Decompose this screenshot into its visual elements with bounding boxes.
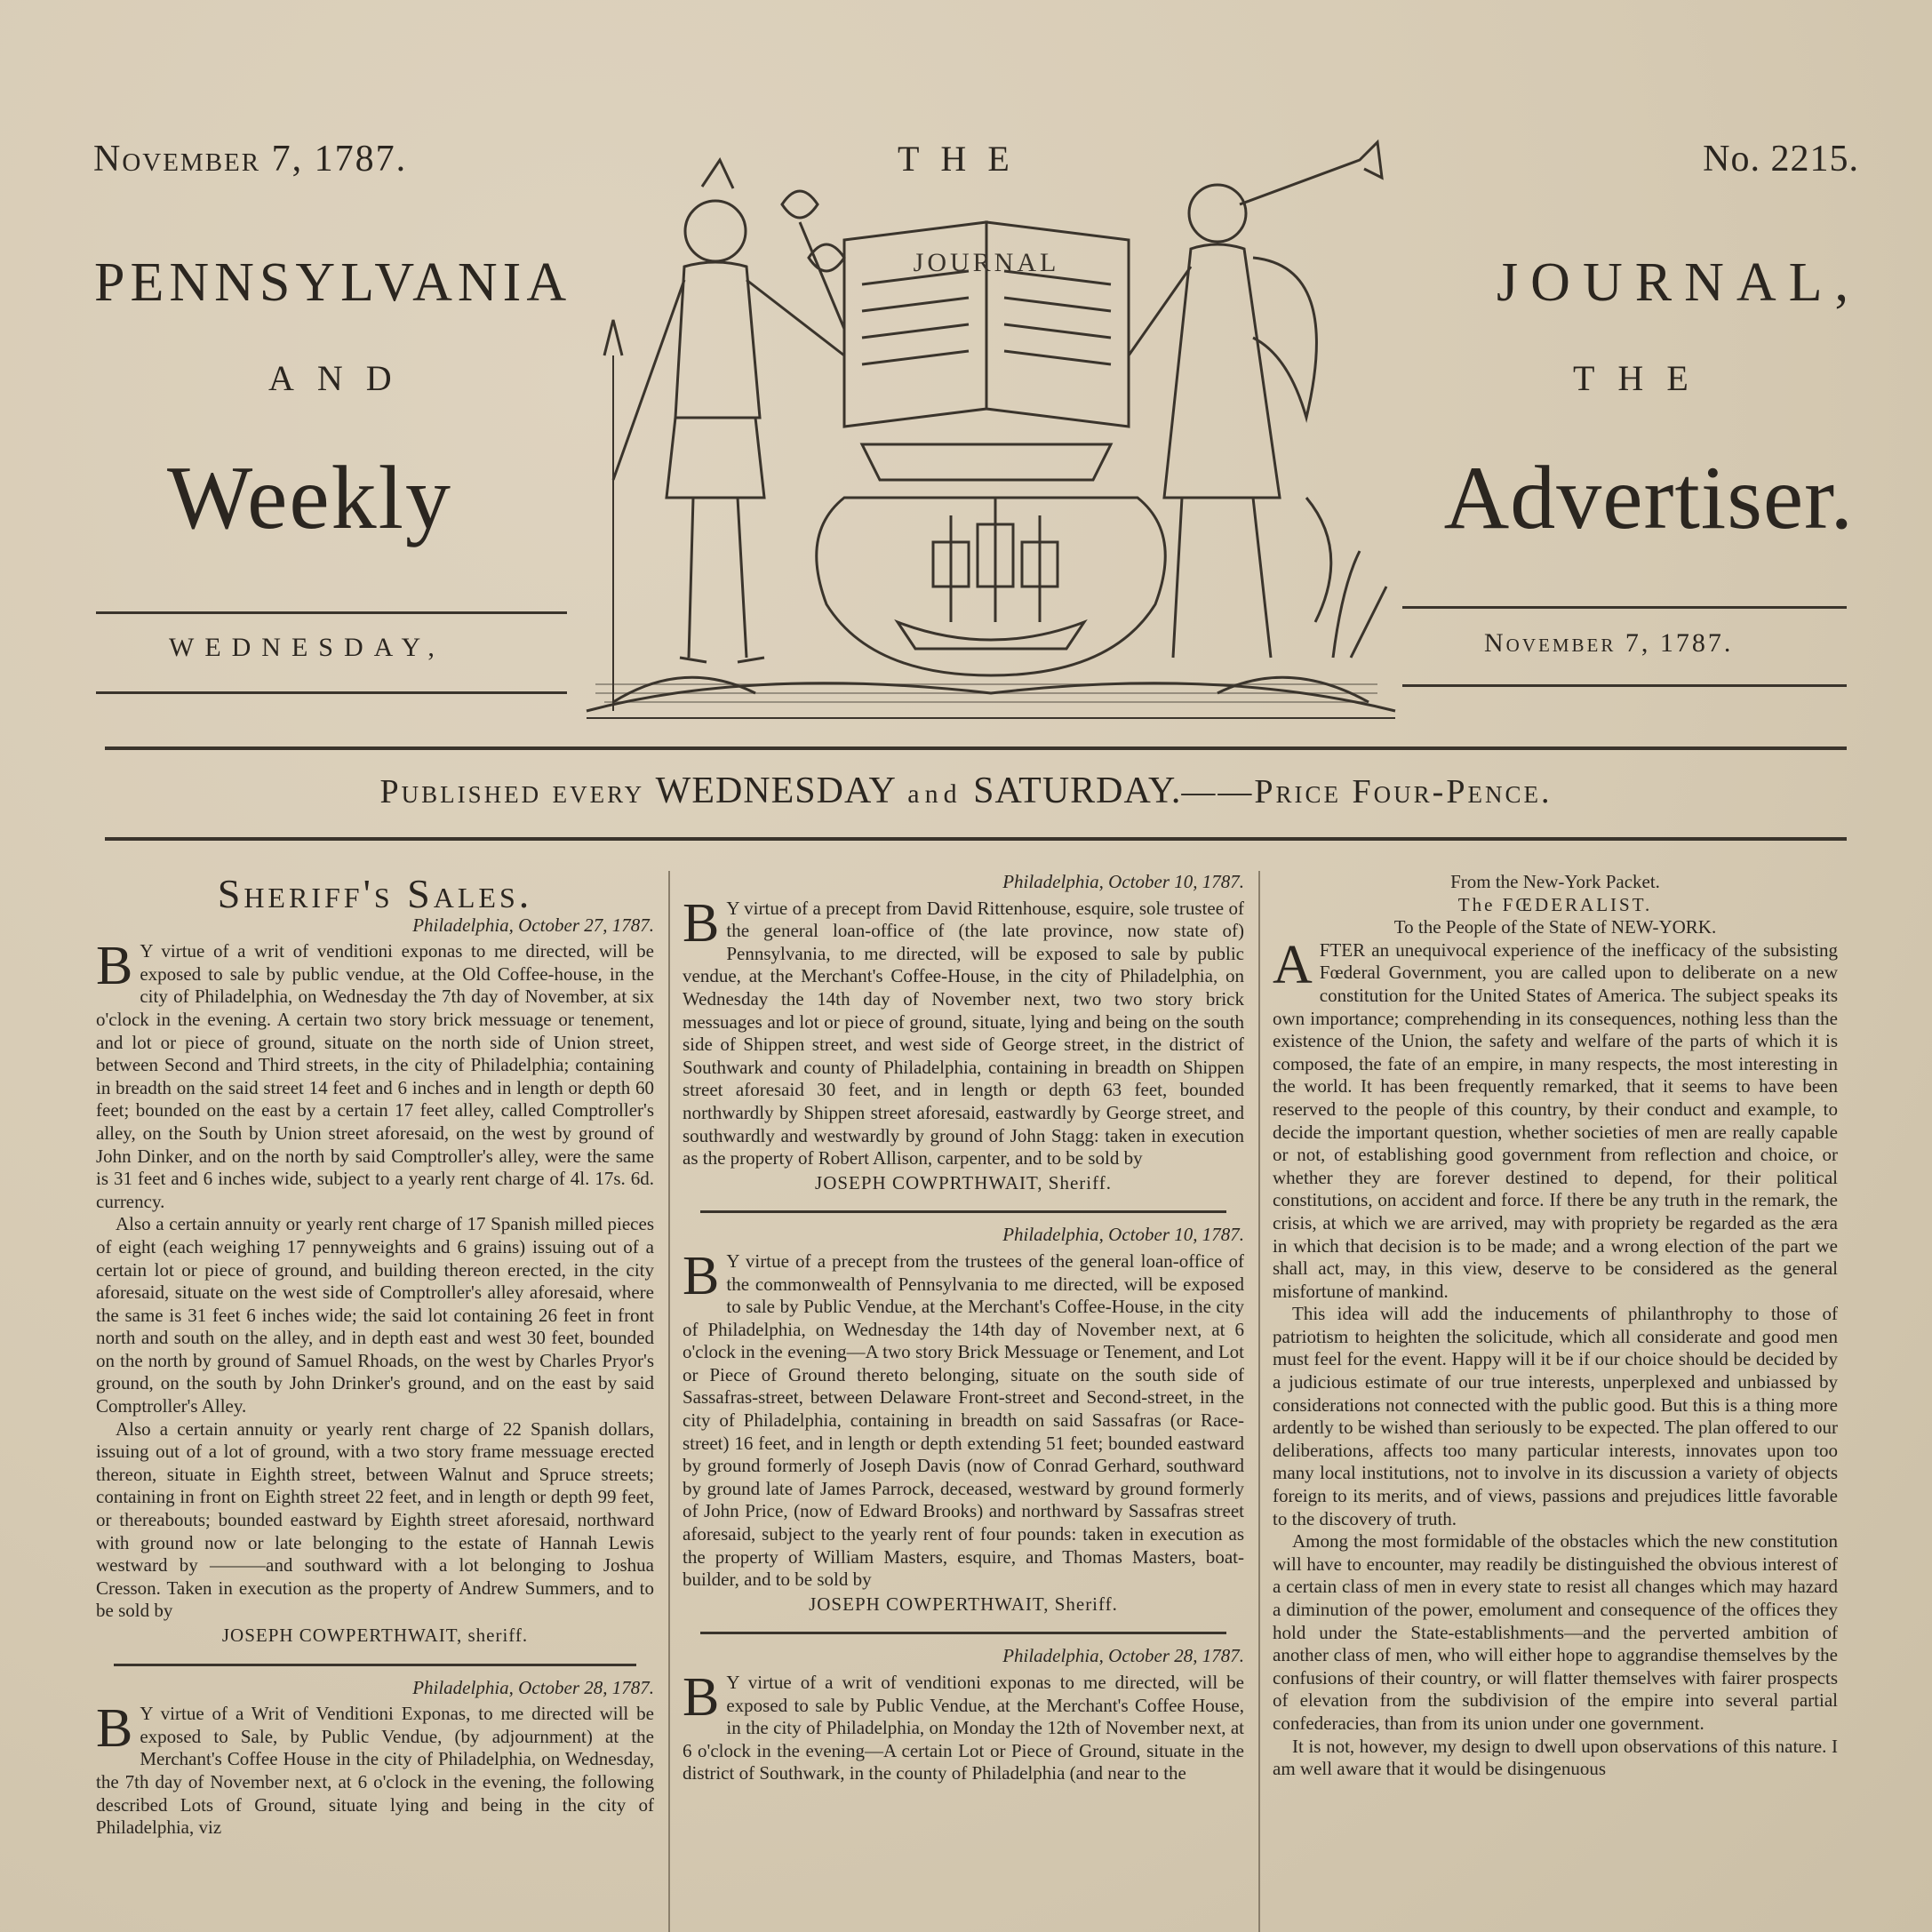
notice-text: Y virtue of a writ of venditioni exponas to me directed, will be exposed to sale by Public Vendue, at the Merchant's Coffee House, in the city of Philadelphia, on Monday the 12th of November next, at 6 o'clock in the evening—A certain Lot or Piece of Ground, situate in the district of Southwark, in the county of Philadelphia (and near to the	[683, 1672, 1244, 1784]
vignette-book-label: JOURNAL	[913, 248, 1060, 277]
masthead-rule-right-top	[1402, 606, 1847, 609]
notice-text: Y virtue of a writ of venditioni exponas to me directed, will be exposed to sale by public vendue, at the Old Coffee-house, in the city of Philadelphia, on Wednesday the 7th day of November, at six o'clock in the evening. A certain two story brick messuage or tenement, and lot or piece of ground, situate on the north side of Union street, between Second and Third streets, in the city of Philadelphia; containing in breadth on the said street 14 feet and 6 inches and in length or depth 60 feet; bounded on the east by a certain 17 feet alley, called Comptroller's alley, on the South by Union street aforesaid, on the west by ground of John Dinker, and on the north by said Comptroller's alley, were the same is 31 feet and 6 inches wide, subject to a yearly rent charge of 4l. 17s. 6d. currency.	[96, 940, 654, 1212]
rule-below-published	[105, 837, 1847, 841]
essay-paragraph	[1273, 934, 1838, 1304]
published-line	[0, 770, 1932, 812]
column-federalist	[1273, 871, 1838, 1781]
published-wednesday: WEDNESDAY	[655, 770, 897, 811]
masthead-the-second: THE	[1573, 358, 1712, 398]
federalist-title: The FŒDERALIST.	[1457, 893, 1653, 915]
notice-paragraph	[96, 936, 654, 1213]
column-divider-2	[1258, 871, 1260, 1932]
dateline: Philadelphia, October 28, 1787.	[412, 1676, 654, 1698]
federalist-source: From the New-York Packet.	[1450, 871, 1660, 892]
federalist-address: To the People of the State of NEW-YORK.	[1393, 916, 1717, 938]
issue-number: No. 2215.	[1703, 139, 1859, 180]
masthead-weekly: Weekly	[167, 448, 452, 548]
published-saturday: SATURDAY.	[973, 770, 1182, 811]
notice-paragraph	[96, 1698, 654, 1840]
masthead-woodcut-illustration	[578, 124, 1404, 729]
published-price: ——Price Four-Pence.	[1181, 773, 1553, 810]
masthead-and: AND	[268, 358, 415, 398]
sheriffs-sales-title: Sheriff's Sales.	[217, 871, 533, 916]
drop-cap: B	[683, 892, 720, 954]
notice-text: Y virtue of a precept from David Rittenhouse, esquire, sole trustee of the general loan-office of (the late province, now state of) Pennsylvania, to me directed, will be exposed to sale by public vendue, at the Merchant's Coffee-House, in the city of Philadelphia, on Wednesday the 14th day of November next, two two story brick messuages and lot or piece of ground, situate, lying and being on the south side of Shippen street, and west side of George street, in the district of Southwark and county of Philadelphia, containing in breadth on Shippen street aforesaid 30 feet, and in length or depth 63 feet, bounded northwardly by Shippen street aforesaid, eastwardly by George street, and southwardly and westwardly by ground of John Stagg: taken in execution as the property of Robert Allison, carpenter, and to be sold by	[683, 897, 1244, 1170]
dateline: Philadelphia, October 10, 1787.	[1002, 871, 1244, 892]
essay-text: FTER an unequivocal experience of the inefficacy of the subsisting Fœderal Government, you are called upon to deliberate on a new constitution for the United States of America. The subject speaks its own importance; comprehending in its consequences, nothing less than the existence of the Union, the safety and welfare of the parts of which it is composed, the fate of an empire, in many respects, the most interesting in the world. It has been frequently remarked, that it seems to have been reserved to the people of this country, by their conduct and example, to decide the important question, whether societies of men are really capable or not, of establishing good government from reflection and choice, or whether they are forever destined to depend, for their political constitutions, on accident and force. If there be any truth in the remark, the crisis, at which we are arrived, may with propriety be regarded as the æra in which that decision is to be made; and a wrong election of the part we shall act, may, in this view, deserve to be considered as the general misfortune of mankind.	[1273, 938, 1838, 1302]
masthead-rule-left-top	[96, 611, 567, 614]
notice-paragraph	[683, 1667, 1244, 1785]
published-and: and	[907, 779, 962, 809]
masthead-rule-left-bottom	[96, 691, 567, 694]
drop-cap: A	[1273, 934, 1313, 995]
dateline: Philadelphia, October 27, 1787.	[412, 914, 654, 936]
notice-paragraph: Also a certain annuity or yearly rent charge of 17 Spanish milled pieces of eight (each weighing 17 pennyweights and 6 grains) issuing out of a certain lot or piece of ground, and building thereon erected, in the city aforesaid, situate on the west side of Comptroller's alley aforesaid, where the same is 31 feet 6 inches wide; the said lot containing 26 feet in front north and south on the alley, and in depth east and west 30 feet, bounded on the north by ground of Samuel Rhoads, on the west by Charles Pryor's ground, on the south by John Drinker's ground, and on the east by said Comptroller's Alley.	[96, 1213, 654, 1417]
published-every: Published every	[379, 773, 645, 810]
masthead-rule-right-bottom	[1402, 684, 1847, 687]
essay-paragraph: It is not, however, my design to dwell upon observations of this nature. I am well aware that it would be disingenuous	[1273, 1735, 1838, 1780]
masthead-date-top: November 7, 1787.	[93, 139, 408, 180]
column-sheriffs-sales	[96, 871, 654, 1840]
notice-text: Y virtue of a precept from the trustees of the general loan-office of the commonwealth of Pennsylvania to me directed, will be exposed to sale by Public Vendue, at the Merchant's Coffee-House, in the city of Philadelphia, on Wednesday the 14th day of November next, at 6 o'clock in the evening—A two story Brick Messuage or Tenement, and Lot or Piece of Ground thereto belonging, situate on the south side of Sassafras-street, between Delaware Front-street and Second-street, in the city of Philadelphia, containing in breadth on said Sassafras (or Race-street) 16 feet, and in length or depth extending 51 feet; bounded eastward by ground formerly of Joseph Davis (now of Conrad Gerhard, southward by ground late of James Parrock, deceased, westward by ground formerly of John Price, (now of Edward Brooks) and northward by Sassafras street aforesaid, subject to the yearly rent of four pounds: taken in execution as the property of William Masters, esquire, and Thomas Masters, boat-builder, and to be sold by	[683, 1249, 1244, 1591]
drop-cap: B	[683, 1245, 720, 1306]
column-divider-1	[668, 871, 670, 1932]
column-sheriff-notices	[683, 871, 1244, 1785]
drop-cap: B	[96, 936, 133, 997]
sheriff-signature: JOSEPH COWPRTHWAIT, Sheriff.	[815, 1171, 1112, 1194]
rule-above-published	[105, 746, 1847, 750]
notice-text: Y virtue of a Writ of Venditioni Exponas, to me directed will be exposed to Sale, by Public Vendue, (by adjournment) at the Merchant's Coffee House in the city of Philadelphia, on Wednesday, the 7th day of November next, at 6 o'clock in the evening, the following described Lots of Ground, situate lying and being in the city of Philadelphia, viz	[96, 1703, 654, 1839]
sheriff-signature: JOSEPH COWPERTHWAIT, Sheriff.	[809, 1593, 1118, 1615]
notice-paragraph	[683, 1245, 1244, 1592]
notice-separator	[700, 1632, 1226, 1634]
dateline: Philadelphia, October 28, 1787.	[1002, 1645, 1244, 1667]
sheriff-signature: JOSEPH COWPERTHWAIT, sheriff.	[221, 1625, 529, 1646]
masthead-the-top: THE	[898, 139, 1031, 179]
notice-paragraph: Also a certain annuity or yearly rent charge of 22 Spanish dollars, issuing out of a lot of ground, with a two story frame messuage erected thereon, situate in Eighth street, between Walnut and Spruce streets; containing in front on Eighth street 22 feet, and in length or depth 99 feet, or thereabouts; bounded eastward by Eighth street aforesaid, northward with ground now or late belonging to the estate of Hannah Lewis westward by ———and southward with a lot belonging to Joshua Cresson. Taken in execution as the property of Andrew Summers, and to be sold by	[96, 1417, 654, 1622]
masthead-advertiser: Advertiser.	[1443, 448, 1854, 548]
notice-separator	[700, 1210, 1226, 1213]
drop-cap: B	[96, 1698, 133, 1760]
notice-paragraph	[683, 892, 1244, 1170]
masthead-journal: JOURNAL,	[1497, 252, 1861, 313]
essay-paragraph: This idea will add the inducements of philanthrophy to those of patriotism to heighten the solicitude, which all considerate and good men must feel for the event. Happy will it be if our choice should be decided by a judicious estimate of our true interests, unperplexed and unbiassed by considerations not connected with the public good. But this is a thing more ardently to be wished than seriously to be expected. The plan offered to our deliberations, affects too many particular interests, innovates upon too many local institutions, not to involve in its discussion a variety of objects foreign to its merits, and of views, passions and prejudices little favorable to the discovery of truth.	[1273, 1303, 1838, 1529]
essay-paragraph: Among the most formidable of the obstacles which the new constitution will have to encounter, may readily be distinguished the obvious interest of a certain class of men in every state to resist all changes which may hazard a diminution of the power, emolument and consequence of the offices they hold under the State-establishments—and the perverted ambition of another class of men, who will either hope to aggrandise themselves by the confusions of their country, or will flatter themselves with fairer prospects of elevation from the subdivision of the empire into several partial confederacies, than from its union under one government.	[1273, 1530, 1838, 1734]
notice-separator	[114, 1664, 636, 1666]
dateline: Philadelphia, October 10, 1787.	[1002, 1224, 1244, 1246]
drop-cap: B	[683, 1667, 720, 1728]
masthead-weekday: WEDNESDAY,	[169, 633, 445, 662]
masthead-pennsylvania: PENNSYLVANIA	[94, 252, 572, 313]
masthead-date-right: November 7, 1787.	[1484, 628, 1734, 658]
